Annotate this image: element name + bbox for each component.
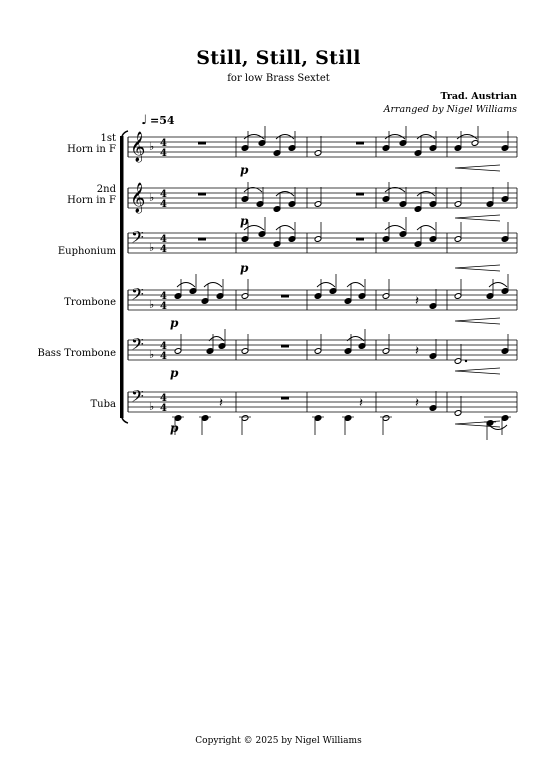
quarter-rest-icon: 𝄽 (359, 396, 363, 411)
instrument-label-horn-1: 1st Horn in F (67, 133, 116, 155)
note (501, 415, 509, 435)
note (501, 131, 509, 151)
slur (489, 425, 507, 430)
notes (170, 126, 511, 440)
half-note (241, 279, 249, 299)
time-signature-top: 4 (160, 138, 167, 149)
note (344, 334, 352, 354)
tempo-note-icon: ♩ (141, 113, 148, 128)
slur (177, 283, 195, 288)
staff-6 (128, 386, 517, 414)
note (216, 279, 224, 299)
slur (276, 226, 294, 231)
half-note (382, 415, 390, 435)
note (501, 222, 509, 242)
tempo-value: =54 (150, 114, 175, 127)
whole-rest (356, 193, 364, 196)
slur (385, 226, 405, 231)
note (241, 182, 249, 202)
note (288, 131, 296, 151)
time-signature-bottom: 4 (160, 351, 167, 362)
instrument-label-trombone: Trombone (64, 297, 116, 308)
dynamic-piano: p (170, 421, 179, 435)
half-note (454, 344, 462, 364)
time-signature-top: 4 (160, 341, 167, 352)
slur (276, 192, 294, 197)
slur (204, 283, 222, 288)
system-bracket (120, 131, 128, 423)
note (429, 339, 437, 359)
flat-icon: ♭ (149, 348, 155, 361)
half-note (241, 415, 249, 435)
note (174, 279, 182, 299)
flat-icon: ♭ (149, 400, 155, 413)
note (329, 274, 337, 294)
half-note (454, 187, 462, 207)
note (429, 187, 437, 207)
flat-icon: ♭ (149, 191, 155, 204)
note (429, 222, 437, 242)
quarter-rest-icon: 𝄽 (415, 294, 419, 309)
instrument-label-euphonium: Euphonium (57, 246, 116, 257)
note (201, 284, 209, 304)
note (486, 187, 494, 207)
flat-icon: ♭ (149, 298, 155, 311)
half-note (454, 396, 462, 416)
note (501, 274, 509, 294)
half-note (314, 334, 322, 354)
bass-clef-icon: 𝄢 (131, 386, 144, 410)
whole-rest (281, 397, 289, 400)
flat-icon: ♭ (149, 241, 155, 254)
note (344, 284, 352, 304)
treble-clef-icon: 𝄞 (130, 132, 146, 162)
bass-clef-icon: 𝄢 (131, 227, 144, 251)
note (454, 131, 462, 151)
whole-rest (281, 345, 289, 348)
note (429, 289, 437, 309)
half-note (454, 222, 462, 242)
instrument-label-bass-trombone: Bass Trombone (37, 348, 116, 359)
note (501, 182, 509, 202)
dynamic-piano: p (240, 163, 249, 177)
dynamic-piano: p (240, 261, 249, 275)
note (414, 227, 422, 247)
score-title: Still, Still, Still (196, 47, 361, 69)
instrument-label-tuba: Tuba (90, 399, 116, 410)
copyright: Copyright © 2025 by Nigel Williams (195, 736, 362, 746)
dot (465, 360, 467, 362)
half-note (454, 279, 462, 299)
time-signature-bottom: 4 (160, 199, 167, 210)
crescendo-hairpin (455, 318, 500, 324)
time-signature-bottom: 4 (160, 403, 167, 414)
quarter-rest-icon: 𝄽 (415, 396, 419, 411)
note (429, 391, 437, 411)
time-signature-bottom: 4 (160, 244, 167, 255)
bass-clef-icon: 𝄢 (131, 284, 144, 308)
crescendo-hairpin (455, 165, 500, 171)
staff-5 (128, 334, 517, 362)
flat-icon: ♭ (149, 140, 155, 153)
crescendo-hairpin (455, 215, 500, 221)
dynamic-piano: p (170, 366, 179, 380)
time-signature-top: 4 (160, 393, 167, 404)
score-subtitle: for low Brass Sextet (227, 73, 330, 84)
note (314, 415, 322, 435)
note (344, 415, 352, 435)
treble-clef-icon: 𝄞 (130, 183, 146, 213)
whole-rest (356, 142, 364, 145)
note (414, 136, 422, 156)
slur (317, 283, 335, 288)
whole-rest (198, 193, 206, 196)
dynamic-piano: p (240, 214, 249, 228)
time-signature-top: 4 (160, 189, 167, 200)
note (273, 227, 281, 247)
slur (417, 226, 435, 231)
note (273, 136, 281, 156)
note (314, 279, 322, 299)
dynamic-piano: p (170, 316, 179, 330)
half-note (241, 334, 249, 354)
instrument-label-horn-2: 2nd Horn in F (67, 184, 116, 206)
half-note (382, 279, 390, 299)
crescendo-hairpin (455, 368, 500, 374)
slur (417, 192, 435, 197)
half-note (382, 334, 390, 354)
bass-clef-icon: 𝄢 (131, 334, 144, 358)
arranger: Arranged by Nigel Williams (383, 104, 517, 115)
note (206, 334, 214, 354)
time-signature-top: 4 (160, 291, 167, 302)
note (288, 187, 296, 207)
staff-2 (128, 182, 517, 214)
note (382, 182, 390, 202)
time-signature-bottom: 4 (160, 301, 167, 312)
note (189, 274, 197, 294)
half-note (314, 136, 322, 156)
note (358, 279, 366, 299)
whole-rest (356, 238, 364, 241)
time-signature-top: 4 (160, 234, 167, 245)
quarter-rest-icon: 𝄽 (219, 396, 223, 411)
half-note (174, 334, 182, 354)
quarter-rest-icon: 𝄽 (415, 344, 419, 359)
note (288, 222, 296, 242)
whole-rest (281, 295, 289, 298)
note (382, 131, 390, 151)
note (201, 415, 209, 435)
whole-rest (198, 142, 206, 145)
slur (489, 283, 507, 288)
note (382, 222, 390, 242)
note (486, 420, 494, 440)
time-signature-bottom: 4 (160, 148, 167, 159)
whole-rest (198, 238, 206, 241)
half-note (314, 222, 322, 242)
note (486, 279, 494, 299)
slur (347, 283, 364, 288)
note (429, 131, 437, 151)
composer: Trad. Austrian (440, 91, 517, 102)
half-note (314, 187, 322, 207)
note (241, 131, 249, 151)
note (501, 334, 509, 354)
crescendo-hairpin (455, 265, 500, 271)
